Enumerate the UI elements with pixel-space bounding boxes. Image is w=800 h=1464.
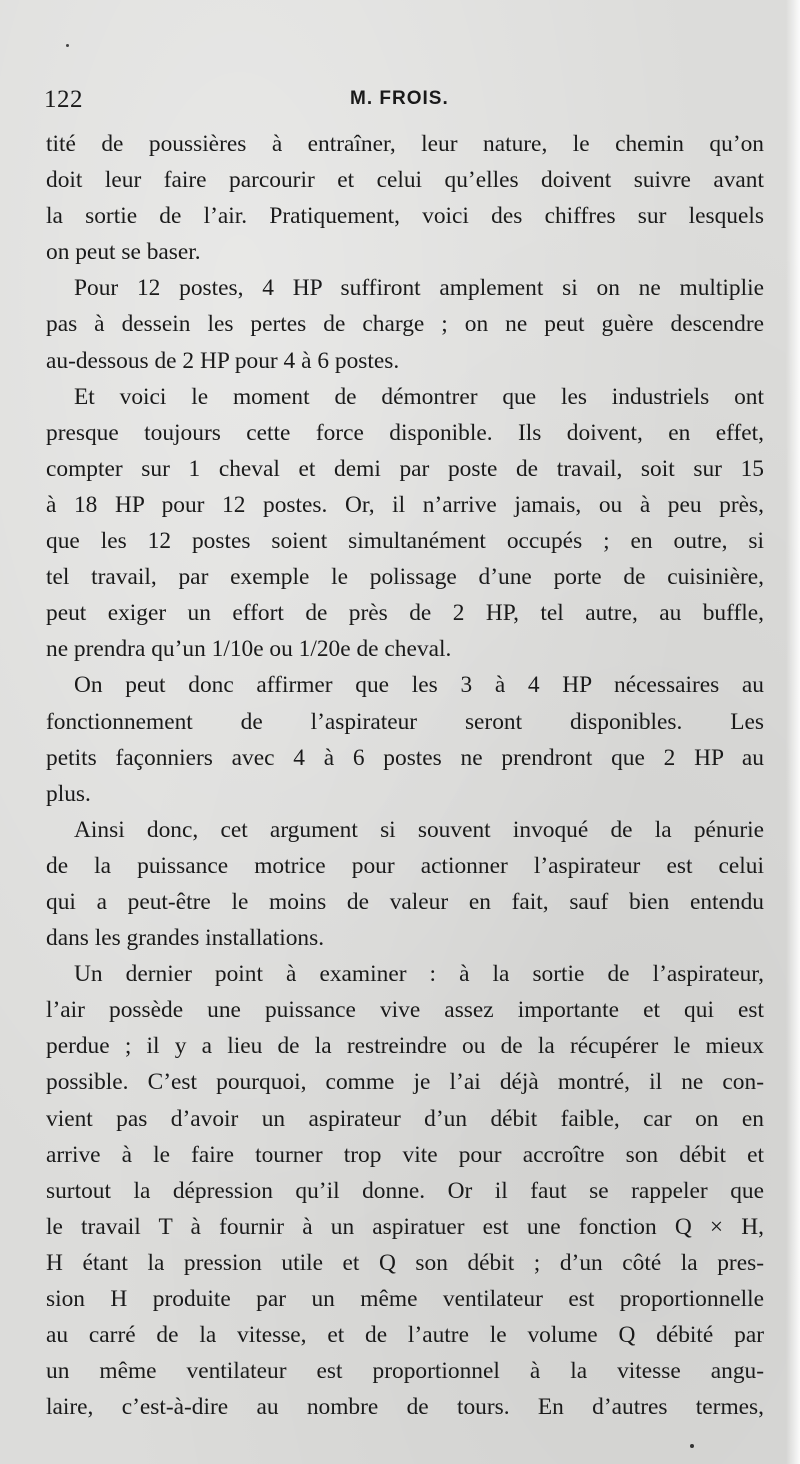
text-line: laire, c’est-à-dire au nombre de tours. En d’autres termes,: [46, 1394, 764, 1421]
text-line: Un dernier point à examiner : à la sortie de l’aspirateur,: [74, 961, 764, 988]
text-line: le travail T à fournir à un aspiratuer est une fonction Q × H,: [46, 1213, 764, 1240]
text-line: que les 12 postes soient simultanément occupés ; en outre, si: [46, 528, 764, 555]
body-text: [46, 126, 764, 1425]
text-line: tité de poussières à entraîner, leur nature, le chemin qu’on: [46, 131, 764, 157]
text-line: Pour 12 postes, 4 HP suffiront amplement si on ne multiplie: [74, 275, 764, 302]
text-line: à 18 HP pour 12 postes. Or, il n’arrive jamais, ou à peu près,: [46, 491, 764, 518]
text-line: qui a peut-être le moins de valeur en fait, sauf bien entendu: [46, 888, 764, 915]
running-head: M. FROIS.: [350, 88, 449, 109]
text-line: Et voici le moment de démontrer que les industriels ont: [74, 383, 764, 410]
text-line: pas à dessein les pertes de charge ; on ne peut guère descendre: [46, 311, 764, 338]
page-header: [44, 86, 764, 116]
text-line: tel travail, par exemple le polissage d’une porte de cuisinière,: [46, 564, 764, 591]
text-line: On peut donc affirmer que les 3 à 4 HP nécessaires au: [74, 672, 764, 699]
text-line: dans les grandes installations.: [46, 925, 325, 952]
text-line: sion H produite par un même ventilateur est proportionnelle: [46, 1286, 764, 1312]
text-line: peut exiger un effort de près de 2 HP, tel autre, au buffle,: [46, 600, 764, 627]
text-line: H étant la pression utile et Q son débit ; d’un côté la pres-: [46, 1249, 764, 1276]
text-line: presque toujours cette force disponible. Ils doivent, en effet,: [46, 419, 764, 446]
text-line: au-dessous de 2 HP pour 4 à 6 postes.: [46, 347, 400, 374]
page-edge: [786, 0, 800, 1464]
text-line: perdue ; il y a lieu de la restreindre ou de la récupérer le mieux: [46, 1033, 764, 1060]
text-line: compter sur 1 cheval et demi par poste de travail, soit sur 15: [46, 455, 764, 482]
text-line: plus.: [46, 780, 91, 807]
text-line: on peut se baser.: [46, 239, 201, 266]
text-line: fonctionnement de l’aspirateur seront disponibles. Les: [46, 708, 764, 735]
text-line: ne prendra qu’un 1/10e ou 1/20e de cheval.: [46, 636, 452, 663]
ink-speck: [66, 44, 69, 47]
text-line: surtout la dépression qu’il donne. Or il faut se rappeler que: [46, 1177, 764, 1204]
text-line: possible. C’est pourquoi, comme je l’ai déjà montré, il ne con-: [46, 1069, 764, 1096]
text-line: doit leur faire parcourir et celui qu’elles doivent suivre avant: [46, 167, 764, 194]
text-line: au carré de la vitesse, et de l’autre le volume Q débité par: [46, 1322, 764, 1349]
text-line: vient pas d’avoir un aspirateur d’un débit faible, car on en: [46, 1105, 764, 1132]
text-line: Ainsi donc, cet argument si souvent invoqué de la pénurie: [74, 816, 764, 843]
text-line: arrive à le faire tourner trop vite pour accroître son débit et: [46, 1141, 764, 1168]
text-line: un même ventilateur est proportionnel à la vitesse angu-: [46, 1358, 764, 1385]
text-line: de la puissance motrice pour actionner l’aspirateur est celui: [46, 852, 764, 879]
text-line: petits façonniers avec 4 à 6 postes ne prendront que 2 HP au: [46, 744, 764, 771]
text-line: l’air possède une puissance vive assez importante et qui est: [46, 997, 764, 1024]
text-line: la sortie de l’air. Pratiquement, voici des chiffres sur lesquels: [46, 203, 764, 230]
ink-speck: [690, 1444, 694, 1448]
page-number: 122: [44, 86, 83, 113]
